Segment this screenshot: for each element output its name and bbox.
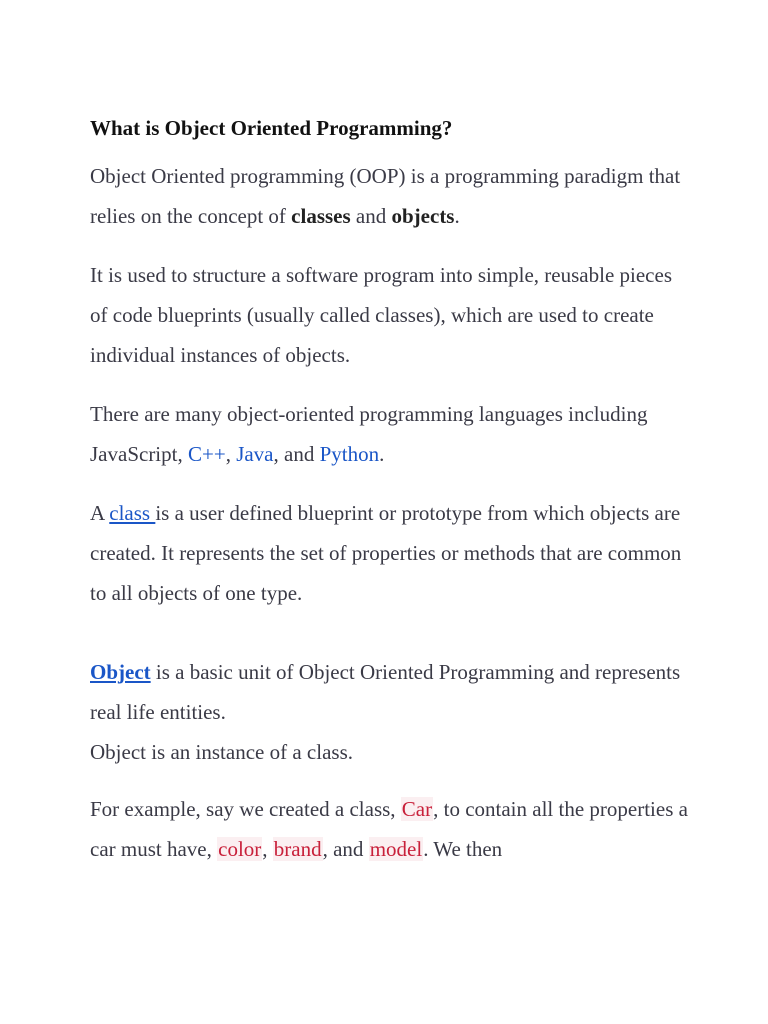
language-python: Python bbox=[319, 442, 380, 466]
paragraph-object-definition bbox=[90, 652, 688, 732]
text: , bbox=[225, 442, 237, 466]
text: For example, say we created a class, bbox=[90, 797, 401, 821]
paragraph-oop-usage: It is used to structure a software program into simple, reusable pieces of code blueprints (usually called classes), which are used to create individual instances of objects. bbox=[90, 263, 672, 367]
text: , to contain all the properties a car must have, bbox=[90, 797, 688, 861]
paragraph-class-definition bbox=[90, 493, 688, 613]
text: , and bbox=[322, 837, 369, 861]
paragraph-object-instance: Object is an instance of a class. bbox=[90, 740, 353, 764]
text: is a basic unit of Object Oriented Programming and represents real life entities. bbox=[90, 660, 681, 724]
language-cpp: C++ bbox=[187, 442, 226, 466]
text: There are many object-oriented programming languages including JavaScript, bbox=[90, 402, 648, 466]
text: . bbox=[454, 204, 460, 228]
bold-term-objects: objects bbox=[391, 204, 455, 228]
text: . We then bbox=[423, 837, 503, 861]
class-link[interactable]: class bbox=[109, 501, 156, 525]
bold-term-classes: classes bbox=[291, 204, 351, 228]
language-java: Java bbox=[236, 442, 274, 466]
text: . bbox=[379, 442, 385, 466]
text: is a user defined blueprint or prototype from which objects are created. It represents the set of properties or methods that are common to all objects of one type. bbox=[90, 501, 682, 605]
paragraph-car-example bbox=[90, 789, 688, 869]
text: A bbox=[90, 501, 110, 525]
code-color: color bbox=[218, 837, 262, 861]
text: and bbox=[350, 204, 392, 228]
text: , and bbox=[273, 442, 320, 466]
article-heading: What is Object Oriented Programming? bbox=[90, 116, 453, 140]
text: Object Oriented programming (OOP) is a programming paradigm that relies on the concept of bbox=[90, 164, 681, 228]
code-model: model bbox=[369, 837, 423, 861]
paragraph-languages bbox=[90, 394, 688, 474]
object-link[interactable]: Object bbox=[90, 660, 151, 684]
paragraph-oop-definition bbox=[90, 156, 688, 236]
code-car: Car bbox=[401, 797, 433, 821]
text: , bbox=[262, 837, 273, 861]
code-brand: brand bbox=[273, 837, 322, 861]
